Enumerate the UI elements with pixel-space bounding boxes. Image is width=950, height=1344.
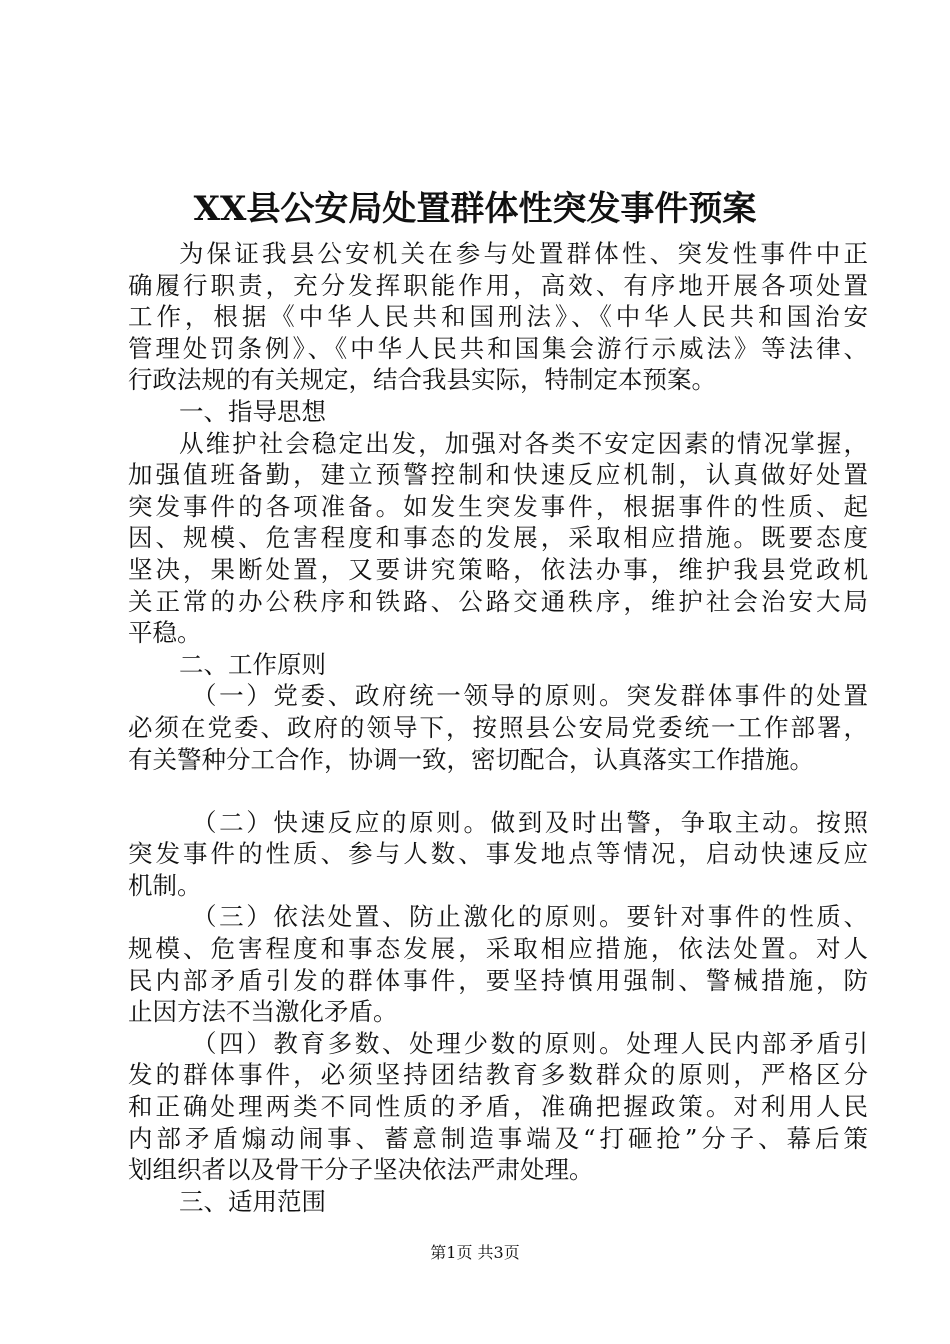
- text-line: 坚决，果断处置，又要讲究策略，依法办事，维护我县党政机: [128, 554, 868, 584]
- text-line: 行政法规的有关规定，结合我县实际，特制定本预案。: [128, 365, 716, 395]
- text-line: 发的群体事件，必须坚持团结教育多数群众的原则，严格区分: [128, 1060, 868, 1090]
- text-line: 规模、危害程度和事态发展，采取相应措施，依法处置。对人: [128, 934, 868, 964]
- text-line: （三）依法处置、防止激化的原则。要针对事件的性质、: [192, 902, 868, 932]
- text-line: 必须在党委、政府的领导下，按照县公安局党委统一工作部署，: [128, 712, 868, 742]
- blank-line: [128, 775, 868, 807]
- text-line: 突发事件的各项准备。如发生突发事件，根据事件的性质、起: [128, 491, 868, 521]
- text-line: （四）教育多数、处理少数的原则。处理人民内部矛盾引: [192, 1028, 868, 1058]
- paragraph-principle-1: [128, 680, 868, 775]
- document-body: [128, 238, 868, 1217]
- text-line: 从维护社会稳定出发，加强对各类不安定因素的情况掌握，: [179, 428, 868, 458]
- text-line: 关正常的办公秩序和铁路、公路交通秩序，维护社会治安大局: [128, 586, 868, 616]
- section-heading-principles: 二、工作原则: [179, 649, 326, 679]
- text-line: 内部矛盾煽动闹事、蓄意制造事端及“打砸抢”分子、幕后策: [128, 1123, 868, 1153]
- text-line: 工作，根据《中华人民共和国刑法》、《中华人民共和国治安: [128, 302, 868, 332]
- text-line: 为保证我县公安机关在参与处置群体性、突发性事件中正: [179, 239, 868, 268]
- section-heading-guiding: 一、指导思想: [179, 396, 326, 426]
- text-line: （一）党委、政府统一领导的原则。突发群体事件的处置: [192, 681, 868, 711]
- text-line: 因、规模、危害程度和事态的发展，采取相应措施。既要态度: [128, 523, 868, 553]
- page-footer: 第1页 共3页: [430, 1243, 520, 1262]
- document-title: XX县公安局处置群体性突发事件预案: [193, 189, 757, 229]
- text-line: 机制。: [128, 870, 202, 900]
- text-line: 民内部矛盾引发的群体事件，要坚持慎用强制、警械措施，防: [128, 965, 868, 995]
- paragraph-principle-3: [128, 901, 868, 1027]
- text-line: 确履行职责，充分发挥职能作用，高效、有序地开展各项处置: [128, 270, 868, 300]
- text-line: 划组织者以及骨干分子坚决依法严肃处理。: [128, 1155, 594, 1185]
- paragraph-principle-2: [128, 807, 868, 902]
- text-line: 和正确处理两类不同性质的矛盾，准确把握政策。对利用人民: [128, 1092, 868, 1122]
- paragraph-principle-4: [128, 1028, 868, 1186]
- text-line: 加强值班备勤，建立预警控制和快速反应机制，认真做好处置: [128, 460, 868, 490]
- section-heading-scope: 三、适用范围: [179, 1186, 326, 1216]
- text-line: 有关警种分工合作，协调一致，密切配合，认真落实工作措施。: [128, 744, 814, 774]
- text-line: 平稳。: [128, 618, 202, 648]
- text-line: 止因方法不当激化矛盾。: [128, 997, 398, 1027]
- text-line: 管理处罚条例》、《中华人民共和国集会游行示威法》等法律、: [128, 333, 868, 363]
- paragraph-guiding: [128, 428, 868, 649]
- text-line: 突发事件的性质、参与人数、事发地点等情况，启动快速反应: [128, 839, 868, 869]
- text-line: （二）快速反应的原则。做到及时出警，争取主动。按照: [192, 807, 868, 837]
- paragraph-intro: [128, 238, 868, 396]
